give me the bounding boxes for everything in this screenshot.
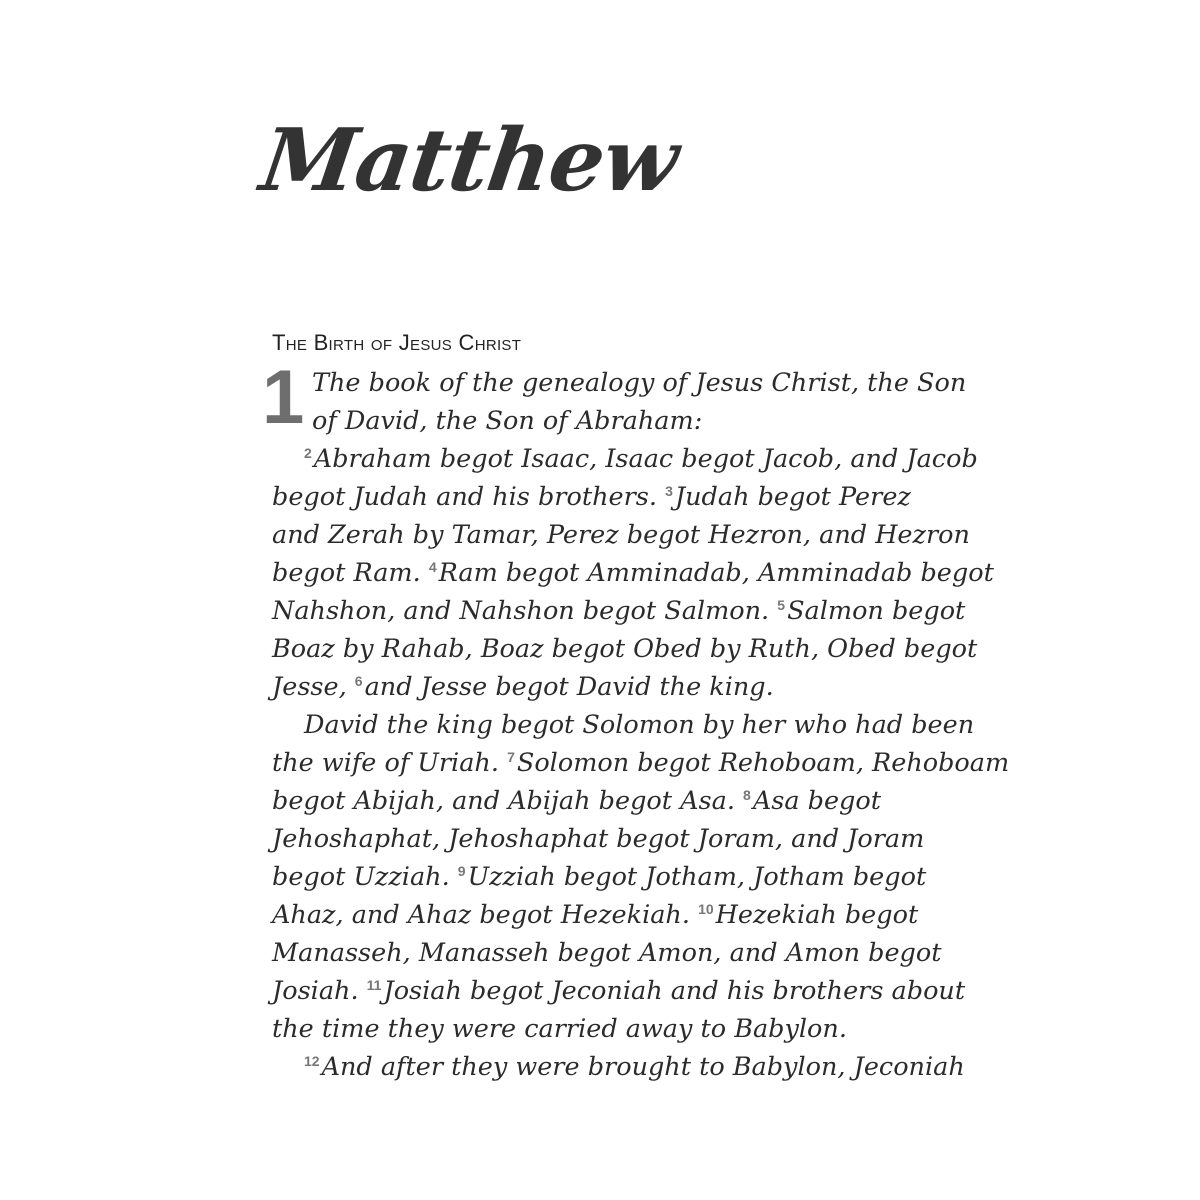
text-line xyxy=(272,706,975,744)
verse-number: 4 xyxy=(428,559,437,575)
text-line xyxy=(272,630,978,668)
verse-text: David the king begot Solomon by her who had been xyxy=(304,710,975,740)
verse-number: 12 xyxy=(304,1053,320,1069)
verse-text: begot Abijah, and Abijah begot Asa. xyxy=(272,786,744,816)
text-line xyxy=(272,934,962,972)
text-line xyxy=(272,402,962,440)
text-line xyxy=(272,820,962,858)
verse-text: begot Uzziah. xyxy=(272,862,458,892)
text-line xyxy=(272,516,970,554)
verse-number: 5 xyxy=(777,597,786,613)
text-line xyxy=(272,858,962,896)
text-line xyxy=(272,972,966,1010)
verse-text: The book of the genealogy of Jesus Christ, the Son xyxy=(312,368,967,398)
text-line xyxy=(272,364,967,402)
text-line xyxy=(272,744,1010,782)
verse-text: Ahaz, and Ahaz begot Hezekiah. xyxy=(272,900,699,930)
verse-text: Boaz by Rahab, Boaz begot Obed by Ruth, Obed begot xyxy=(272,634,978,664)
verse-text: the time they were carried away to Babylon. xyxy=(272,1014,847,1044)
verse-text: begot Judah and his brothers. xyxy=(272,482,666,512)
text-line xyxy=(272,668,962,706)
verse-number: 2 xyxy=(304,445,312,461)
verse-number: 7 xyxy=(507,749,515,765)
text-line xyxy=(272,592,966,630)
text-line xyxy=(272,440,978,478)
verse-number: 3 xyxy=(665,483,673,499)
verse-text: Jehoshaphat, Jehoshaphat begot Joram, and Joram xyxy=(272,824,925,854)
verse-text: the wife of Uriah. xyxy=(272,748,508,778)
text-line xyxy=(272,478,962,516)
verse-text: Josiah begot Jeconiah and his brothers about xyxy=(383,976,966,1006)
verse-number: 10 xyxy=(698,901,714,917)
verse-text: and Jesse begot David the king. xyxy=(364,672,774,702)
verse-text: Ram begot Amminadab, Amminadab begot xyxy=(438,558,994,588)
verse-text: And after they were brought to Babylon, Jeconiah xyxy=(321,1052,965,1082)
verse-number: 6 xyxy=(354,673,363,689)
text-line xyxy=(272,554,994,592)
verse-number: 11 xyxy=(366,977,382,993)
verse-number: 9 xyxy=(457,863,466,879)
verse-text: Salmon begot xyxy=(787,596,966,626)
verse-text: Asa begot xyxy=(752,786,881,816)
scripture-text xyxy=(272,364,1010,1086)
verse-text: Josiah. xyxy=(272,976,367,1006)
text-line xyxy=(272,896,962,934)
verse-text: begot Ram. xyxy=(272,558,429,588)
verse-text: Uzziah begot Jotham, Jotham begot xyxy=(467,862,927,892)
verse-text: and Zerah by Tamar, Perez begot Hezron, and Hezron xyxy=(272,520,970,550)
verse-text: Manasseh, Manasseh begot Amon, and Amon begot xyxy=(272,938,942,968)
verse-text: Solomon begot Rehoboam, Rehoboam xyxy=(516,748,1010,778)
text-line xyxy=(272,1010,962,1048)
text-line xyxy=(272,782,962,820)
book-title: Matthew xyxy=(254,110,684,211)
verse-text: of David, the Son of Abraham: xyxy=(312,406,703,436)
text-line xyxy=(272,1048,965,1086)
chapter-number: 1 xyxy=(262,355,305,440)
verse-text: Judah begot Perez xyxy=(674,482,911,512)
verse-text: Hezekiah begot xyxy=(715,900,919,930)
verse-text: Nahshon, and Nahshon begot Salmon. xyxy=(272,596,778,626)
verse-text: Abraham begot Isaac, Isaac begot Jacob, and Jacob xyxy=(313,444,978,474)
section-heading: The Birth of Jesus Christ xyxy=(272,330,522,355)
verse-number: 8 xyxy=(743,787,751,803)
verse-text: Jesse, xyxy=(272,672,355,702)
